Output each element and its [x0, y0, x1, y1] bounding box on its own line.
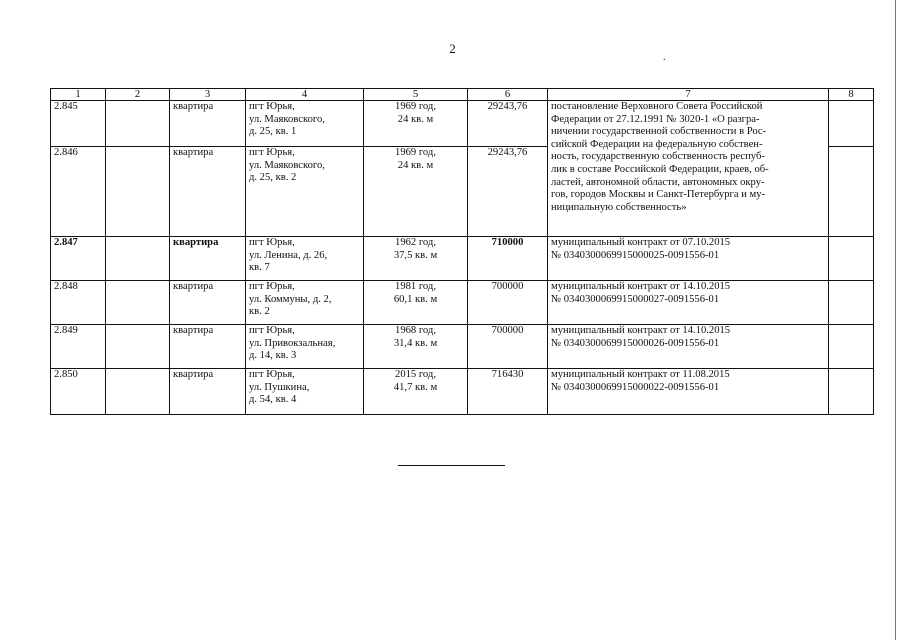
cell-basis-document	[548, 369, 829, 415]
cell-line: ул. Привокзальная,	[249, 337, 336, 349]
cell-line: д. 25, кв. 2	[249, 172, 297, 184]
cell-col-8	[829, 101, 874, 147]
cell-line: муниципальный контракт от 07.10.2015	[551, 237, 731, 248]
cell-line: постановление Верховного Совета Российской	[551, 101, 763, 112]
cell-line: сийской Федерации на федеральную собствен-	[551, 138, 763, 150]
header-row	[51, 89, 874, 101]
cell-col-8	[829, 369, 874, 415]
cell-line: пгт Юрья,	[249, 101, 295, 112]
cell-year-area	[364, 147, 468, 237]
table-row	[51, 325, 874, 369]
cell-col-8	[829, 237, 874, 281]
cell-object-type: квартира	[170, 281, 246, 325]
cell-basis-document	[548, 325, 829, 369]
stray-mark: .	[663, 52, 666, 63]
registry-table	[50, 88, 874, 415]
cell-line: 37,5 кв. м	[393, 249, 438, 261]
cell-line: ластей, автономной области, автономных окру-	[551, 176, 765, 188]
cell-col-2	[106, 237, 170, 281]
cell-number: 2.845	[51, 101, 106, 147]
cell-line: 1969 год,	[395, 147, 436, 158]
cell-line: 1962 год,	[395, 237, 436, 248]
cell-year-area	[364, 101, 468, 147]
cell-address	[246, 147, 364, 237]
cell-number: 2.848	[51, 281, 106, 325]
cell-col-2	[106, 147, 170, 237]
cell-line: 2015 год,	[395, 369, 436, 380]
cell-line: ность, государственную собственность респуб-	[551, 151, 765, 163]
cell-value: 716430	[468, 369, 548, 415]
cell-col-2	[106, 101, 170, 147]
cell-year-area	[364, 369, 468, 415]
table-row	[51, 237, 874, 281]
cell-line: пгт Юрья,	[249, 237, 295, 248]
cell-object-type: квартира	[170, 147, 246, 237]
cell-object-type: квартира	[170, 325, 246, 369]
cell-line: муниципальный контракт от 11.08.2015	[551, 369, 730, 380]
column-header-8: 8	[829, 89, 874, 101]
cell-line: ул. Маяковского,	[249, 113, 325, 125]
cell-line: ничении государственной собственности в Рос-	[551, 126, 767, 138]
cell-line: 24 кв. м	[397, 159, 434, 171]
column-header-7: 7	[548, 89, 829, 101]
cell-line: 1969 год,	[395, 101, 436, 112]
footer-rule	[398, 465, 505, 466]
table-row	[51, 101, 874, 147]
cell-line: пгт Юрья,	[249, 147, 295, 158]
cell-line: д. 14, кв. 3	[249, 350, 297, 362]
cell-line: Федерации от 27.12.1991 № 3020-1 «О разгра-	[551, 113, 760, 125]
cell-address	[246, 325, 364, 369]
cell-line: ул. Ленина, д. 26,	[249, 249, 328, 261]
cell-line: лик в составе Российской Федерации, краев, об-	[551, 163, 769, 175]
cell-address	[246, 281, 364, 325]
cell-col-8	[829, 147, 874, 237]
table-row	[51, 369, 874, 415]
cell-value: 29243,76	[468, 147, 548, 237]
table-row	[51, 281, 874, 325]
cell-address	[246, 101, 364, 147]
cell-col-8	[829, 281, 874, 325]
cell-basis-document	[548, 281, 829, 325]
cell-address	[246, 369, 364, 415]
cell-basis-document	[548, 237, 829, 281]
cell-line: ул. Пушкина,	[249, 381, 310, 393]
column-header-2: 2	[106, 89, 170, 101]
column-header-1: 1	[51, 89, 106, 101]
cell-line: 1968 год,	[395, 325, 436, 336]
cell-col-2	[106, 325, 170, 369]
cell-number: 2.849	[51, 325, 106, 369]
cell-line: д. 54, кв. 4	[249, 394, 297, 406]
cell-col-8	[829, 325, 874, 369]
cell-line: 31,4 кв. м	[393, 337, 438, 349]
cell-line: 60,1 кв. м	[393, 293, 438, 305]
cell-value: 710000	[468, 237, 548, 281]
cell-year-area	[364, 237, 468, 281]
column-header-5: 5	[364, 89, 468, 101]
cell-basis-document-merged	[548, 101, 829, 237]
cell-line: муниципальный контракт от 14.10.2015	[551, 325, 731, 336]
cell-line: № 0340300069915000026-0091556-01	[551, 337, 720, 349]
cell-line: пгт Юрья,	[249, 325, 295, 336]
column-header-4: 4	[246, 89, 364, 101]
cell-value: 29243,76	[468, 101, 548, 147]
cell-object-type: квартира	[170, 369, 246, 415]
cell-line: ул. Маяковского,	[249, 159, 325, 171]
cell-line: № 0340300069915000022-0091556-01	[551, 381, 720, 393]
cell-line: № 0340300069915000027-0091556-01	[551, 293, 720, 305]
cell-line: гов, городов Москвы и Санкт-Петербурга и му-	[551, 189, 766, 201]
cell-col-2	[106, 369, 170, 415]
cell-line: № 0340300069915000025-0091556-01	[551, 249, 720, 261]
cell-line: пгт Юрья,	[249, 281, 295, 292]
column-header-6: 6	[468, 89, 548, 101]
cell-line: 24 кв. м	[397, 113, 434, 125]
page-number: 2	[449, 41, 456, 56]
scan-edge-line	[895, 0, 896, 640]
cell-line: муниципальный контракт от 14.10.2015	[551, 281, 731, 292]
cell-line: 1981 год,	[395, 281, 436, 292]
cell-number: 2.846	[51, 147, 106, 237]
cell-object-type: квартира	[170, 101, 246, 147]
cell-year-area	[364, 325, 468, 369]
cell-col-2	[106, 281, 170, 325]
cell-line: ниципальную собственность»	[551, 201, 687, 213]
cell-line: ул. Коммуны, д. 2,	[249, 293, 332, 305]
cell-address	[246, 237, 364, 281]
cell-line: д. 25, кв. 1	[249, 126, 297, 138]
cell-value: 700000	[468, 325, 548, 369]
cell-line: пгт Юрья,	[249, 369, 295, 380]
cell-number: 2.847	[51, 237, 106, 281]
cell-line: кв. 2	[249, 306, 270, 318]
cell-value: 700000	[468, 281, 548, 325]
cell-year-area	[364, 281, 468, 325]
cell-line: 41,7 кв. м	[393, 381, 438, 393]
cell-object-type: квартира	[170, 237, 246, 281]
cell-number: 2.850	[51, 369, 106, 415]
cell-line: кв. 7	[249, 262, 270, 274]
column-header-3: 3	[170, 89, 246, 101]
table-body	[51, 101, 874, 415]
